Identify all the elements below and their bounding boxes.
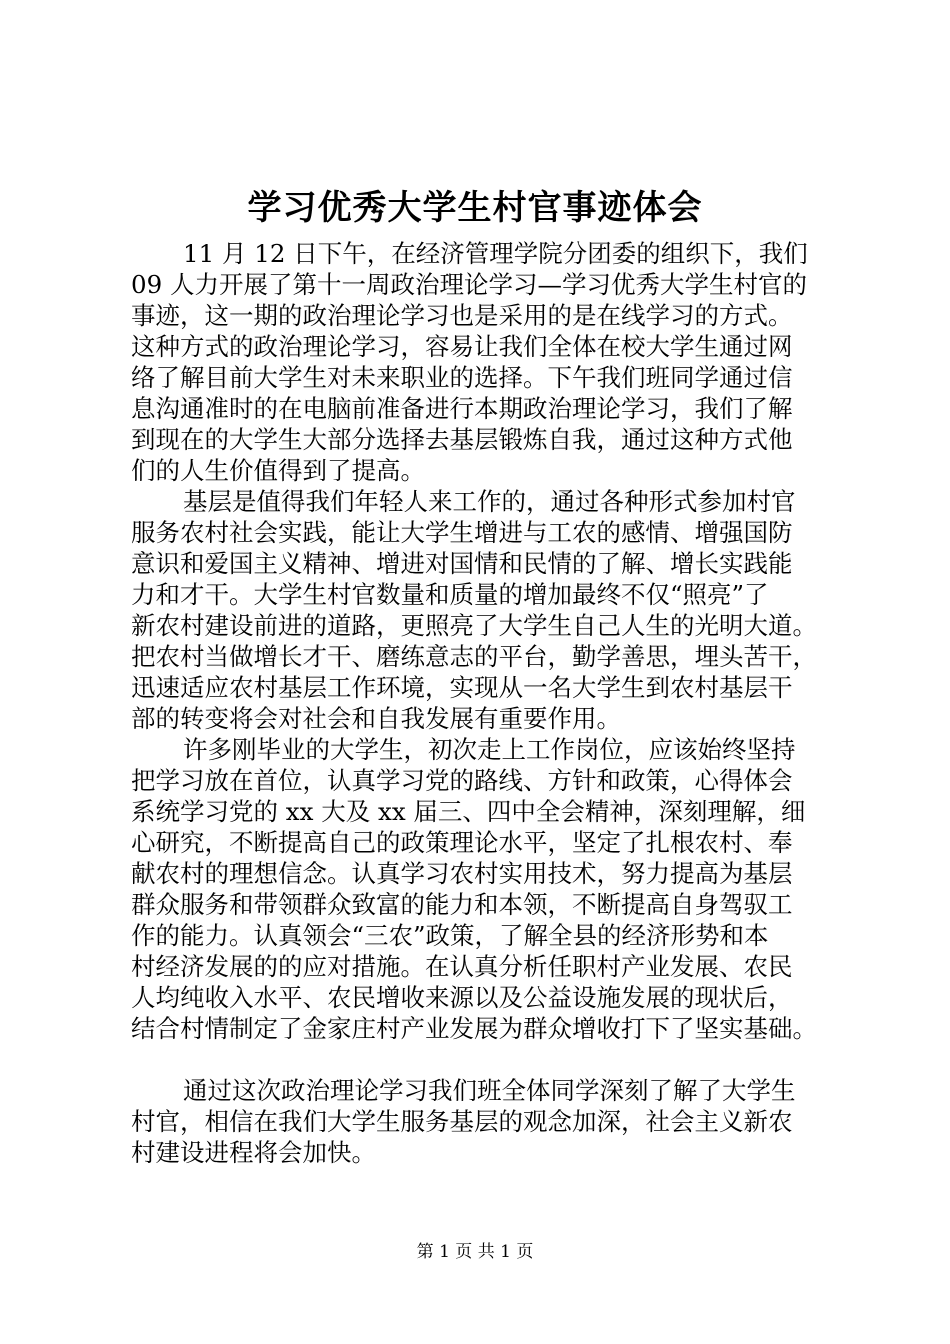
text-line: 把农村当做增长才干、磨练意志的平台，勤学善思，埋头苦干， — [131, 642, 817, 671]
text-line: 群众服务和带领群众致富的能力和本领，不断提高自身驾驭工 — [131, 890, 793, 919]
text-line: 们的人生价值得到了提高。 — [131, 456, 425, 485]
text-line: 服务农村社会实践，能让大学生增进与工农的感情、增强国防 — [131, 518, 793, 547]
text-line: 基层是值得我们年轻人来工作的，通过各种形式参加村官 — [183, 487, 796, 516]
text-line: 献农村的理想信念。认真学习农村实用技术，努力提高为基层 — [131, 859, 793, 888]
paragraph-spacer — [131, 1044, 851, 1075]
paragraph-4 — [131, 1075, 851, 1168]
text-line: 09 人力开展了第十一周政治理论学习—学习优秀大学生村官的 — [131, 270, 807, 299]
text-line: 部的转变将会对社会和自我发展有重要作用。 — [131, 704, 621, 733]
text-line: 这种方式的政治理论学习，容易让我们全体在校大学生通过网 — [131, 332, 793, 361]
text-line: 息沟通准时的在电脑前准备进行本期政治理论学习，我们了解 — [131, 394, 793, 423]
page-footer: 第 1 页 共 1 页 — [416, 1242, 534, 1262]
paragraph-2 — [131, 486, 851, 734]
text-line: 络了解目前大学生对未来职业的选择。下午我们班同学通过信 — [131, 363, 793, 392]
paragraph-1 — [131, 238, 851, 486]
text-line: 作的能力。认真领会“三农”政策，了解全县的经济形势和本 — [131, 921, 769, 950]
text-line: 11 月 12 日下午，在经济管理学院分团委的组织下，我们 — [183, 239, 808, 268]
text-line: 村建设进程将会加快。 — [131, 1138, 376, 1167]
text-line: 到现在的大学生大部分选择去基层锻炼自我，通过这种方式他 — [131, 425, 793, 454]
document-body — [131, 238, 851, 1168]
text-line: 人均纯收入水平、农民增收来源以及公益设施发展的现状后， — [131, 983, 793, 1012]
text-line: 力和才干。大学生村官数量和质量的增加最终不仅“照亮”了 — [131, 580, 769, 609]
text-line: 村官，相信在我们大学生服务基层的观念加深，社会主义新农 — [131, 1107, 793, 1136]
text-line: 许多刚毕业的大学生，初次走上工作岗位，应该始终坚持 — [183, 735, 796, 764]
text-line: 通过这次政治理论学习我们班全体同学深刻了解了大学生 — [183, 1076, 796, 1105]
text-line: 系统学习党的 xx 大及 xx 届三、四中全会精神，深刻理解，细 — [131, 797, 806, 826]
text-line: 村经济发展的的应对措施。在认真分析任职村产业发展、农民 — [131, 952, 793, 981]
text-line: 把学习放在首位，认真学习党的路线、方针和政策，心得体会 — [131, 766, 793, 795]
text-line: 心研究，不断提高自己的政策理论水平，坚定了扎根农村、奉 — [131, 828, 793, 857]
text-line: 新农村建设前进的道路，更照亮了大学生自己人生的光明大道。 — [131, 611, 817, 640]
paragraph-3 — [131, 734, 851, 1044]
text-line: 意识和爱国主义精神、增进对国情和民情的了解、增长实践能 — [131, 549, 793, 578]
text-line: 迅速适应农村基层工作环境，实现从一名大学生到农村基层干 — [131, 673, 793, 702]
text-line: 事迹，这一期的政治理论学习也是采用的是在线学习的方式。 — [131, 301, 793, 330]
text-line: 结合村情制定了金家庄村产业发展为群众增收打下了坚实基础。 — [131, 1014, 817, 1043]
document-title: 学习优秀大学生村官事迹体会 — [247, 188, 703, 228]
